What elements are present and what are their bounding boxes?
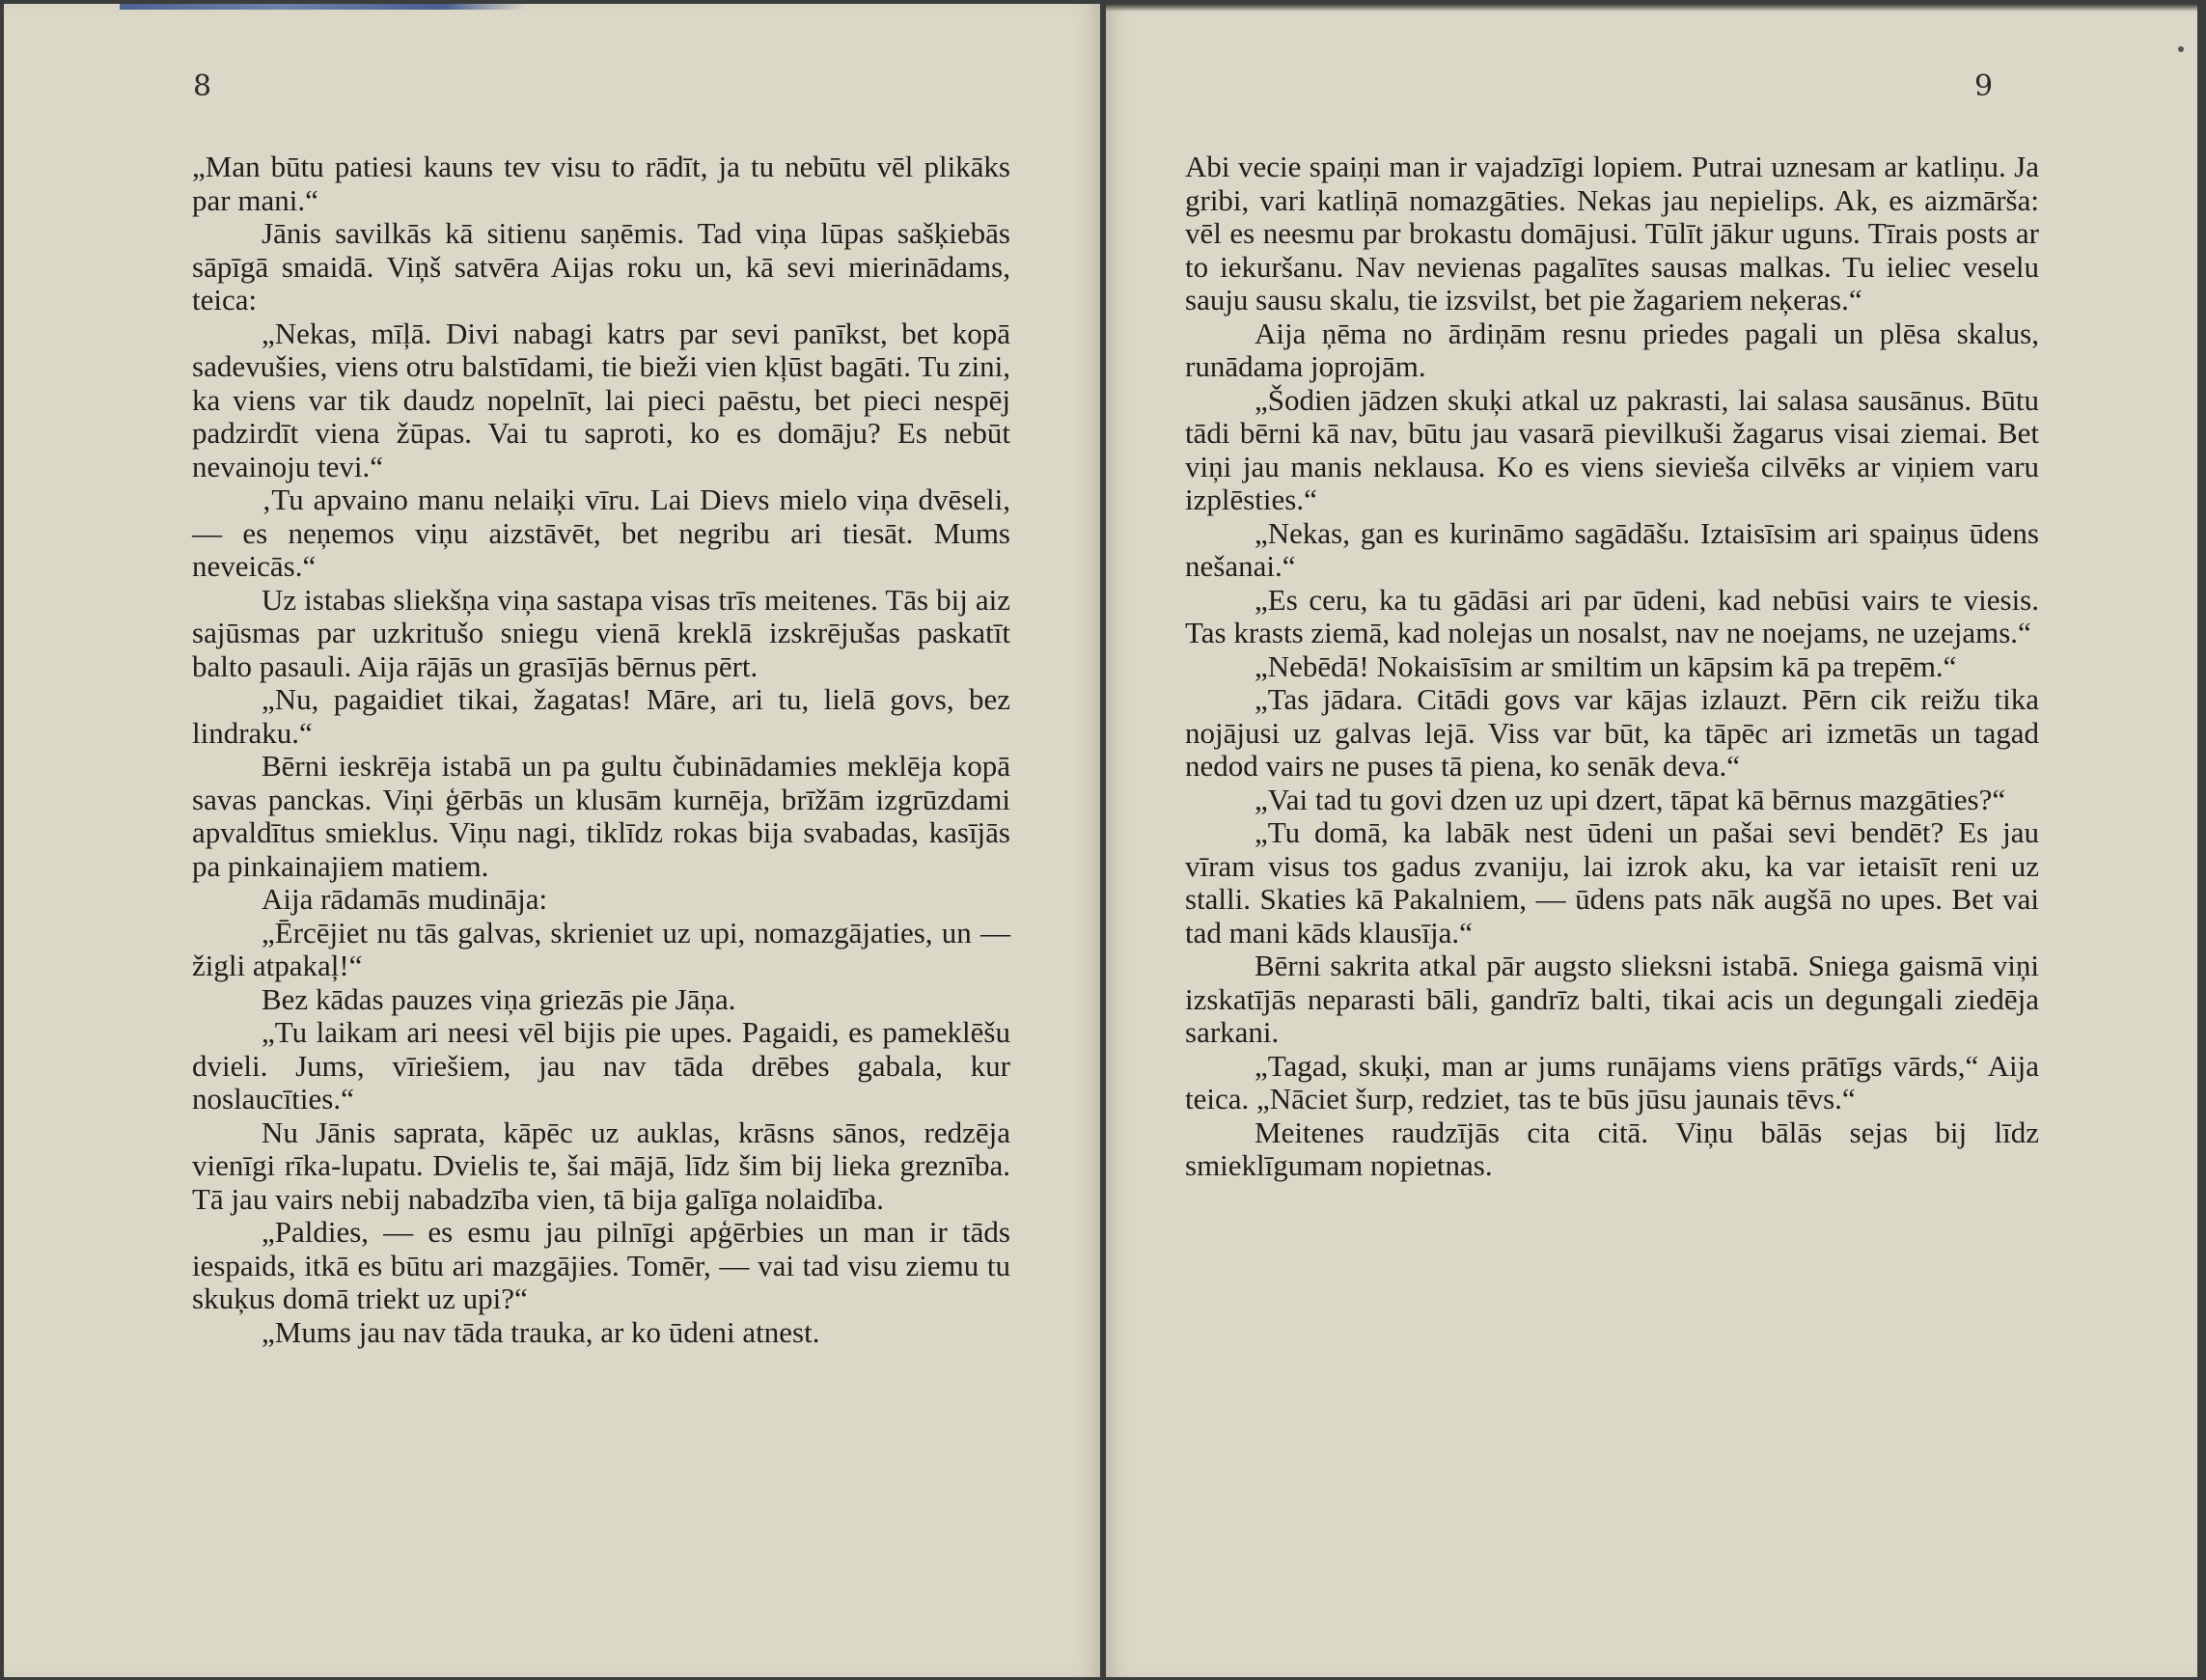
paragraph: „Nu, pagaidiet tikai, žagatas! Māre, ari tu, lielā govs, bez lindraku.“ <box>192 682 1010 750</box>
left-page-text <box>192 151 1010 1349</box>
paragraph: „Nebēdā! Nokaisīsim ar smiltim un kāpsim kā pa trepēm.“ <box>1255 648 1957 683</box>
paragraph: „Tu laikam ari neesi vēl bijis pie upes. Pagaidi, es pameklēšu dvieli. Jums, vīriešiem, jau nav tāda drēbes gabala, kur noslaucīties.“ <box>192 1015 1010 1115</box>
paragraph: „Es ceru, ka tu gādāsi ari par ūdeni, kad nebūsi vairs te viesis. Tas krasts ziemā, kad nolejas un nosalst, nav ne noejams, ne uzejams.“ <box>1185 582 2039 649</box>
margin-mark <box>2178 46 2184 52</box>
paragraph: „Ērcējiet nu tās galvas, skrieniet uz upi, nomazgājaties, un — žigli atpakaļ!“ <box>192 915 1010 982</box>
right-page-text <box>1185 151 2039 1183</box>
paragraph: Meitenes raudzījās cita citā. Viņu bālās sejas bij līdz smieklīgumam nopietnas. <box>1185 1115 2039 1182</box>
paragraph: Aija rādamās mudināja: <box>262 882 548 916</box>
paragraph: Bez kādas pauzes viņa griezās pie Jāņa. <box>262 981 736 1016</box>
paragraph: Uz istabas sliekšņa viņa sastapa visas trīs meitenes. Tās bij aiz sajūsmas par uzkritušo sniegu vienā kreklā izskrējušas paskatīt balto pasauli. Aija rājās un grasījās bērnus pērt. <box>192 582 1010 683</box>
paragraph: „Paldies, — es esmu jau pilnīgi apģērbies un man ir tāds iespaids, itkā es būtu ari mazgājies. Tomēr, — vai tad visu ziemu tu skuķus domā triekt uz upi?“ <box>192 1215 1010 1315</box>
paragraph: Bērni sakrita atkal pār augsto slieksni istabā. Sniega gaismā viņi izskatījās neparasti bāli, gandrīz balti, tikai acis un degungali ziedēja sarkani. <box>1185 949 2039 1049</box>
paragraph: Bērni ieskrēja istabā un pa gultu čubinādamies meklēja kopā savas panckas. Viņi ģērbās un klusām kurnēja, brīžām izgrūzdami apvaldītus smieklus. Viņu nagi, tiklīdz rokas bija svabadas, kasījās pa pinkainajiem matiem. <box>192 749 1010 883</box>
paragraph: „Tu domā, ka labāk nest ūdeni un pašai sevi bendēt? Es jau vīram visus tos gadus zvaniju, lai izrok aku, ka var ietaisīt reni uz stalli. Skaties kā Pakalniem, — ūdens pats nāk augšā no upes. Bet vai tad mani kāds klausīja.“ <box>1185 815 2039 950</box>
paragraph: „Nekas, mīļā. Divi nabagi katrs par sevi panīkst, bet kopā sadevušies, viens otru balstīdami, tie bieži vien kļūst bagāti. Tu zini, ka viens var tik daudz nopelnīt, lai pieci paēstu, bet pieci nespēj padzirdīt viena žūpas. Vai tu saproti, ko es domāju? Es nebūt nevainoju tevi.“ <box>192 316 1010 483</box>
page-top-shadow <box>1106 4 2197 12</box>
paragraph: Jānis savilkās kā sitienu saņēmis. Tad viņa lūpas sašķiebās sāpīgā smaidā. Viņš satvēra Aijas roku un, kā sevi mierinādams, teica: <box>192 216 1010 317</box>
page-number-left: 8 <box>193 69 212 103</box>
cover-edge-strip <box>120 4 525 10</box>
paragraph: „Man būtu patiesi kauns tev visu to rādīt, ja tu nebūtu vēl plikāks par mani.“ <box>192 150 1010 217</box>
paragraph: „Nekas, gan es kurināmo sagādāšu. Iztaisīsim ari spaiņus ūdens nešanai.“ <box>1185 515 2039 583</box>
paragraph: ‚Tu apvaino manu nelaiķi vīru. Lai Dievs mielo viņa dvēseli, — es neņemos viņu aizstāvēt, bet negribu ari tiesāt. Mums neveicās.“ <box>192 482 1010 583</box>
paragraph: Abi vecie spaiņi man ir vajadzīgi lopiem. Putrai uznesam ar katliņu. Ja gribi, vari katliņā nomazgāties. Nekas jau nepielips. Ak, es aizmārša: vēl es neesmu par brokastu domājusi. Tūlīt jākur uguns. Tīrais posts ar to iekuršanu. Nav nevienas pagalītes sausas malkas. Tu ieliec veselu sauju sausu skalu, tie izsvilst, bet pie žagariem neķeras.“ <box>1185 150 2039 317</box>
paragraph: „Tagad, skuķi, man ar jums runājams viens prātīgs vārds,“ Aija teica. „Nāciet šurp, redziet, tas te būs jūsu jaunais tēvs.“ <box>1185 1048 2039 1115</box>
paragraph: „Tas jādara. Citādi govs var kājas izlauzt. Pērn cik reižu tika nojājusi uz galvas lejā. Viss var būt, ka tāpēc ari izmetās un tagad nedod vairs ne puses tā piena, ko senāk deva.“ <box>1185 682 2039 783</box>
paragraph: Nu Jānis saprata, kāpēc uz auklas, krāsns sānos, redzēja vienīgi rīka-lupatu. Dvielis te, šai mājā, līdz šim bij lieka greznība. Tā jau vairs nebij nabadzība vien, tā bija galīga nolaidība. <box>192 1115 1010 1216</box>
paragraph: „Vai tad tu govi dzen uz upi dzert, tāpat kā bērnus mazgāties?“ <box>1255 782 2006 816</box>
paragraph: „Mums jau nav tāda trauka, ar ko ūdeni atnest. <box>262 1314 820 1349</box>
page-number-right: 9 <box>1974 69 1994 103</box>
right-page <box>1106 4 2197 1677</box>
left-page <box>4 4 1100 1677</box>
paragraph: „Šodien jādzen skuķi atkal uz pakrasti, lai salasa sausānus. Būtu tādi bērni kā nav, būtu jau vasarā pievilkuši žagarus visai ziemai. Bet viņi jau manis neklausa. Ko es viens sieviešа cilvēks ar viņiem varu izplēsties.“ <box>1185 382 2039 516</box>
paragraph: Aija ņēma no ārdiņām resnu priedes pagali un plēsa skalus, runādama joprojām. <box>1185 316 2039 383</box>
